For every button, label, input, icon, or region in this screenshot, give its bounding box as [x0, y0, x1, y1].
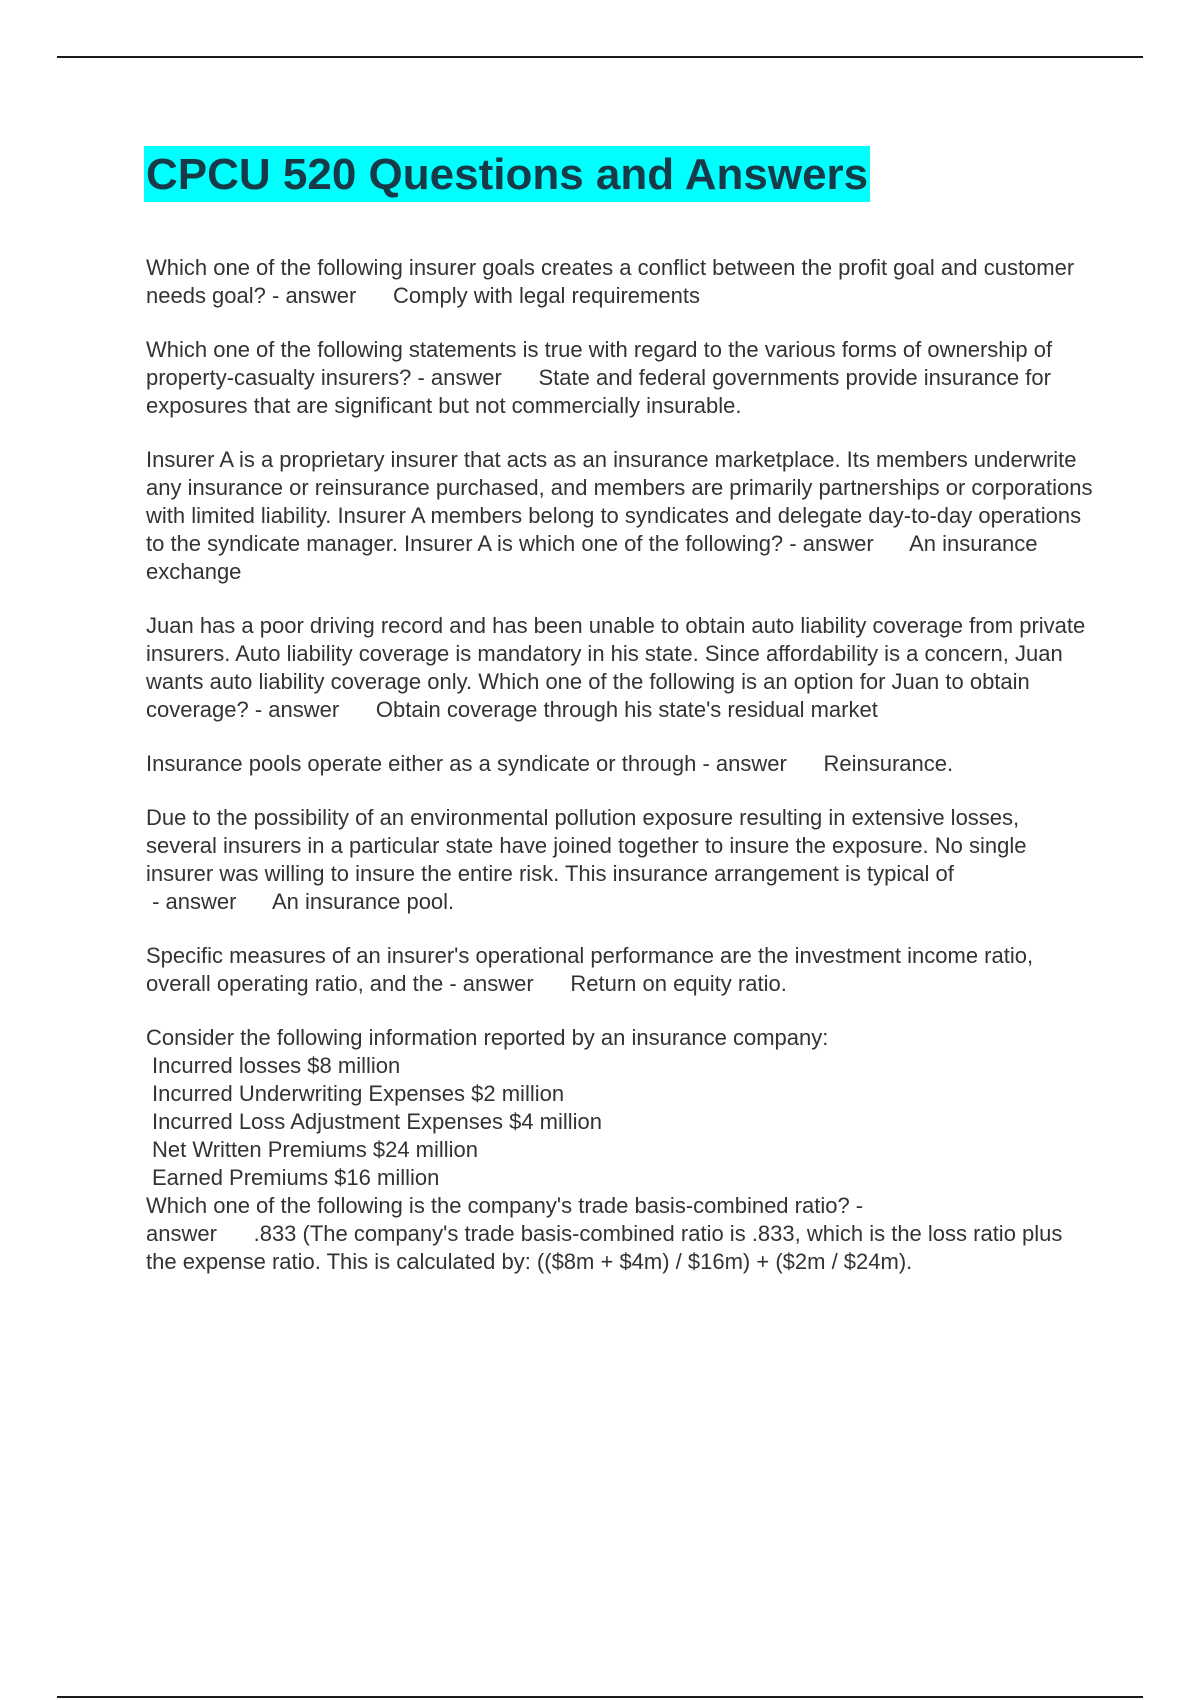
answer-text: Obtain coverage through his state's residual market: [375, 697, 878, 722]
question-text: Which one of the following statements is true with regard to the various forms of ownership of property-casualty insurers?: [146, 337, 1053, 390]
answer-separator: - answer: [696, 751, 824, 776]
answer-separator: - answer: [248, 697, 376, 722]
document-body: [146, 146, 1096, 1302]
answer-text: An insurance pool.: [271, 889, 455, 914]
top-rule: [57, 56, 1143, 58]
qa-item: [146, 750, 1096, 778]
qa-item: [146, 942, 1096, 998]
data-line: Incurred losses $8 million: [152, 1053, 401, 1078]
answer-separator: - answer: [411, 365, 539, 390]
qa-list: [146, 254, 1096, 1276]
answer-separator: - answer: [146, 889, 272, 914]
qa-item: [146, 612, 1096, 724]
bottom-rule: [57, 1696, 1143, 1698]
answer-text: Return on equity ratio.: [570, 971, 787, 996]
answer-text: Comply with legal requirements: [393, 283, 700, 308]
data-line: Net Written Premiums $24 million: [152, 1137, 479, 1162]
question-text: Juan has a poor driving record and has been unable to obtain auto liability coverage from private insurers. Auto liability coverage is mandatory in his state. Since affordability is a concern, Juan wants auto liability coverage only. Which one of the following is an option for Juan to obtain coverage?: [146, 613, 1086, 722]
qa-item: [146, 254, 1096, 310]
qa-item: [146, 804, 1096, 916]
data-line: Earned Premiums $16 million: [152, 1165, 440, 1190]
question-intro: Consider the following information reported by an insurance company:: [146, 1025, 829, 1050]
answer-text: An insurance exchange: [146, 531, 1038, 584]
question-text: Insurance pools operate either as a syndicate or through: [146, 751, 697, 776]
question-text: Insurer A is a proprietary insurer that acts as an insurance marketplace. Its members underwrite any insurance or reinsurance purchased, and members are primarily partnerships or corporations with limited liability. Insurer A members belong to syndicates and delegate day-to-day operations to the syndicate manager. Insurer A is which one of the following?: [146, 447, 1093, 556]
question-text: Which one of the following insurer goals creates a conflict between the profit goal and customer needs goal?: [146, 255, 1075, 308]
answer-text: State and federal governments provide insurance for exposures that are significant but not commercially insurable.: [146, 365, 1051, 418]
qa-item: [146, 336, 1096, 420]
question-text: Due to the possibility of an environmental pollution exposure resulting in extensive losses, several insurers in a particular state have joined together to insure the exposure. No single insurer was willing to insure the entire risk. This insurance arrangement is typical of: [146, 805, 1027, 886]
answer-separator: - answer: [783, 531, 910, 556]
answer-text: answer .833 (The company's trade basis-combined ratio is .833, which is the loss ratio plus the expense ratio. This is calculated by: (($8m + $4m) / $16m) + ($2m / $24m).: [146, 1221, 1069, 1274]
question-text: Which one of the following is the company's trade basis-combined ratio? -: [146, 1193, 864, 1218]
answer-separator: - answer: [443, 971, 571, 996]
answer-text: Reinsurance.: [823, 751, 954, 776]
data-line: Incurred Underwriting Expenses $2 million: [152, 1081, 565, 1106]
qa-item: [146, 446, 1096, 586]
qa-item-calculation: [146, 1024, 1096, 1276]
data-line: Incurred Loss Adjustment Expenses $4 million: [152, 1109, 603, 1134]
page-title: CPCU 520 Questions and Answers: [144, 146, 870, 202]
answer-separator: - answer: [265, 283, 394, 308]
question-text: Specific measures of an insurer's operational performance are the investment income ratio, overall operating ratio, and the: [146, 943, 1034, 996]
